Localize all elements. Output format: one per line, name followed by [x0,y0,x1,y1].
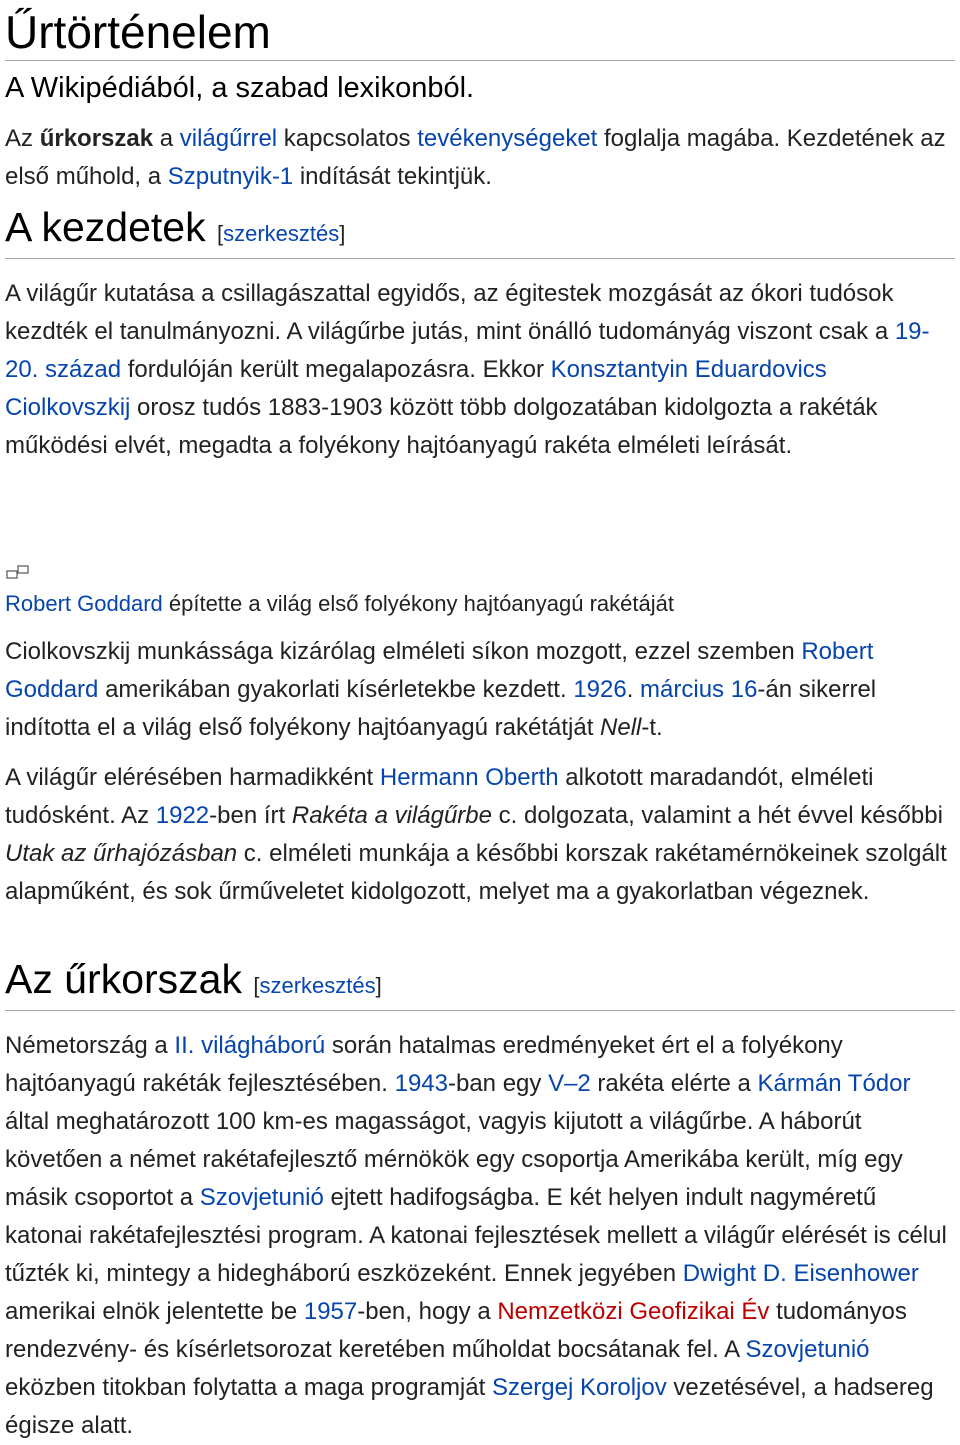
bracket: [ [216,221,224,246]
text: Az [5,125,40,152]
text: kapcsolatos [277,125,418,152]
text: -ben, hogy a [357,1298,498,1325]
link-1922[interactable]: 1922 [155,802,210,829]
bold-term: űrkorszak [39,125,154,152]
text: -án sikerrel indította el a világ első folyékony hajtóanyagú rakétátját [5,676,877,741]
section-heading-urkorszak [5,955,955,1011]
link-goddard[interactable]: Robert Goddard [5,638,874,703]
link-vilaghaboru[interactable]: II. világháború [174,1032,326,1059]
magnify-icon[interactable] [6,565,30,579]
section-heading-kezdetek [5,203,955,259]
text: alkotott maradandót, elméleti tudósként. Az [5,764,874,829]
paragraph [5,1027,955,1445]
text: A világűr elérésében harmadikként [5,764,380,791]
text: amerikai elnök jelentette be [5,1298,304,1325]
italic-name: Nell [600,714,642,741]
link-1957[interactable]: 1957 [303,1298,358,1325]
text: a [153,125,180,152]
edit-link[interactable]: szerkesztés [259,973,376,998]
text: során hatalmas eredményeket ért el a folyékony hajtóanyagú rakéták fejlesztésében. [5,1032,843,1097]
text: rakéta elérte a [590,1070,758,1097]
edit-link[interactable]: szerkesztés [223,221,340,246]
link-szputnyik[interactable]: Szputnyik-1 [167,163,294,190]
text: vezetésével, a hadsereg égisze alatt. [5,1374,934,1439]
paragraph [5,633,955,747]
text: építette a világ első folyékony hajtóanyagú rakétáját [162,591,674,616]
link-ciolkovszkij[interactable]: Konsztantyin Eduardovics Ciolkovszkij [5,356,827,421]
link-karman[interactable]: Kármán Tódor [757,1070,911,1097]
italic-title: Rakéta a világűrbe [291,802,492,829]
link-goddard[interactable]: Robert Goddard [5,591,163,616]
link-szovjetunio[interactable]: Szovjetunió [745,1336,870,1363]
edit-section-link [217,221,345,246]
text: -ben írt [209,802,292,829]
bracket: ] [375,973,382,998]
link-eisenhower[interactable]: Dwight D. Eisenhower [682,1260,919,1287]
link-szovjetunio[interactable]: Szovjetunió [199,1184,324,1211]
image-caption [5,589,955,619]
link-v2[interactable]: V–2 [548,1070,591,1097]
bracket: [ [253,973,260,998]
link-1926[interactable]: 1926 [573,676,627,703]
text: foglalja magába. Kezdetének az első műhold, a [5,125,946,190]
link-szazad[interactable]: 19-20. század [5,318,930,383]
text: -ban egy [447,1070,549,1097]
text: c. elméleti munkája a későbbi korszak rakétamérnökeinek szolgált alapműként, és sok űrműveletet kidolgozott, melyet ma a gyakorlatban végeznek. [5,840,947,905]
text: indítását tekintjük. [293,163,492,190]
paragraph [5,759,955,911]
text: fordulóján került megalapozásra. Ekkor [121,356,551,383]
text: c. dolgozata, valamint a hét évvel későbbi [491,802,943,829]
text: orosz tudós 1883-1903 között több dolgozatában kidolgozta a rakéták működési elvét, megadta a folyékony hajtóanyagú rakéta elméleti leírását. [5,394,878,459]
link-oberth[interactable]: Hermann Oberth [379,764,559,791]
text: által meghatározott 100 km-es magasságot, vagyis kijutott a világűrbe. A háborút követően a német rakétafejlesztő mérnökök egy csoportja Amerikába került, míg egy másik csoportot a [5,1108,903,1211]
redlink-geofizikai-ev[interactable]: Nemzetközi Geofizikai Év [497,1298,770,1325]
site-tagline: A Wikipédiából, a szabad lexikonból. [5,72,475,104]
text: A világűr kutatása a csillagászattal egyidős, az égitestek mozgását az ókori tudósok kezdték el tanulmányozni. A világűrbe jutás, mint önálló tudományág viszont csak a [5,280,895,345]
text: eközben titokban folytatta a maga programját [5,1374,492,1401]
link-vilagur[interactable]: világűrrel [179,125,278,152]
text: -t. [641,714,663,741]
link-koroljov[interactable]: Szergej Koroljov [491,1374,667,1401]
edit-section-link [253,973,381,998]
paragraph [5,275,955,465]
link-1943[interactable]: 1943 [394,1070,448,1097]
heading-text: Az űrkorszak [5,956,242,1002]
intro-paragraph [5,120,955,196]
text: tudományos rendezvény- és kísérletsorozat keretében műholdat bocsátanak fel. A [5,1298,907,1363]
heading-text: A kezdetek [5,204,206,250]
italic-title: Utak az űrhajózásban [5,840,238,867]
link-tevekenysegek[interactable]: tevékenységeket [417,125,598,152]
text: Németország a [5,1032,175,1059]
link-marcius-16[interactable]: március 16 [640,676,758,703]
text: amerikában gyakorlati kísérletekbe kezdett. [98,676,574,703]
text: Ciolkovszkij munkássága kizárólag elméleti síkon mozgott, ezzel szemben [5,638,802,665]
text: . [626,676,641,703]
page-title: Űrtörténelem [5,4,955,61]
text: ejtett hadifogságba. E két helyen indult nagyméretű katonai rakétafejlesztési program. A katonai fejlesztések mellett a világűr elérését is célul tűzték ki, mintegy a hidegháború eszközeként. Ennek jegyében [5,1184,947,1287]
bracket: ] [339,221,346,246]
